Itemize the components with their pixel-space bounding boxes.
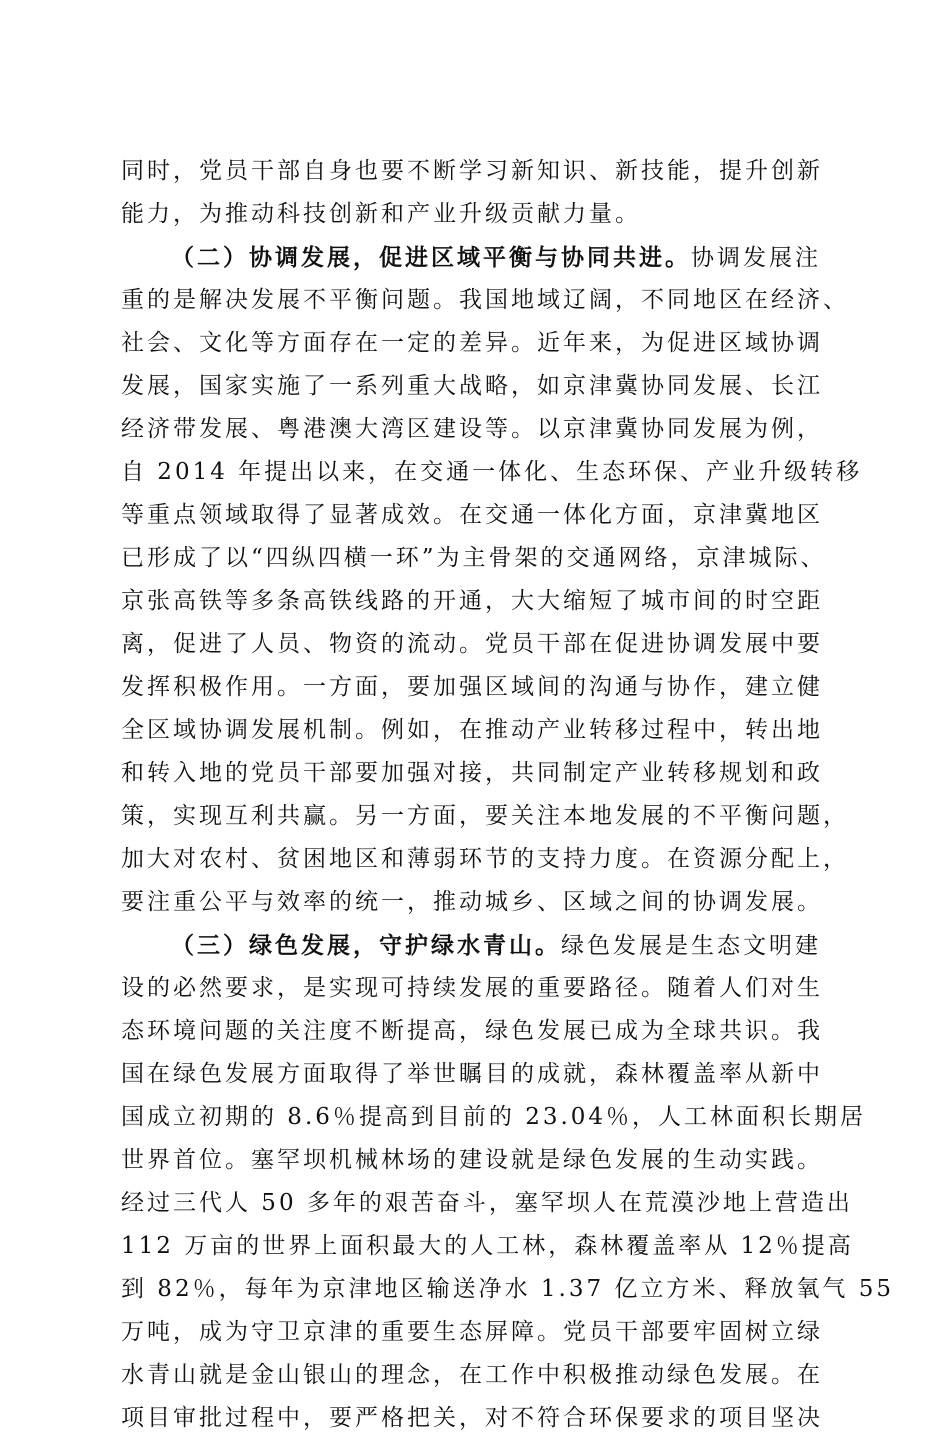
- section-heading-line: [121, 236, 829, 279]
- text-line: 112 万亩的世界上面积最大的人工林，森林覆盖率从 12％提高: [121, 1233, 854, 1259]
- text-run: 协调发展注: [691, 245, 821, 271]
- section-heading-line: [121, 924, 829, 967]
- text-line: 全区域协调发展机制。例如，在推动产业转移过程中，转出地: [121, 717, 823, 743]
- text-line: 同时，党员干部自身也要不断学习新知识、新技能，提升创新: [121, 158, 823, 184]
- text-line: 已形成了以“四纵四横一环”为主骨架的交通网络，京津城际、: [121, 545, 827, 571]
- text-line: 态环境问题的关注度不断提高，绿色发展已成为全球共识。我: [121, 1018, 823, 1044]
- text-line: 经济带发展、粤港澳大湾区建设等。以京津冀协同发展为例，: [121, 416, 823, 442]
- text-line: 水青山就是金山银山的理念，在工作中积极推动绿色发展。在: [121, 1362, 823, 1388]
- text-line: 经过三代人 50 多年的艰苦奋斗，塞罕坝人在荒漠沙地上营造出: [121, 1190, 853, 1216]
- text-line: 世界首位。塞罕坝机械林场的建设就是绿色发展的生动实践。: [121, 1147, 823, 1173]
- text-line: 策，实现互利共赢。另一方面，要关注本地发展的不平衡问题，: [121, 803, 849, 829]
- text-line: 离，促进了人员、物资的流动。党员干部在促进协调发展中要: [121, 631, 823, 657]
- document-body: [121, 150, 894, 1440]
- text-line: 发展，国家实施了一系列重大战略，如京津冀协同发展、长江: [121, 373, 823, 399]
- section-heading: （二）协调发展，促进区域平衡与协同共进。: [171, 244, 691, 271]
- text-line: 能力，为推动科技创新和产业升级贡献力量。: [121, 201, 641, 227]
- text-line: 设的必然要求，是实现可持续发展的重要路径。随着人们对生: [121, 975, 823, 1001]
- section-heading: （三）绿色发展，守护绿水青山。: [171, 932, 561, 959]
- text-line: 万吨，成为守卫京津的重要生态屏障。党员干部要牢固树立绿: [121, 1319, 823, 1345]
- text-line: 社会、文化等方面存在一定的差异。近年来，为促进区域协调: [121, 330, 823, 356]
- text-line: 重的是解决发展不平衡问题。我国地域辽阔，不同地区在经济、: [121, 287, 849, 313]
- text-line: 到 82％，每年为京津地区输送净水 1.37 亿立方米、释放氧气 55: [121, 1276, 894, 1302]
- text-run: 绿色发展是生态文明建: [561, 933, 821, 959]
- text-line: 要注重公平与效率的统一，推动城乡、区域之间的协调发展。: [121, 889, 823, 915]
- text-line: 项目审批过程中，要严格把关，对不符合环保要求的项目坚决: [121, 1405, 823, 1431]
- text-line: 和转入地的党员干部要加强对接，共同制定产业转移规划和政: [121, 760, 823, 786]
- text-line: 发挥积极作用。一方面，要加强区域间的沟通与协作，建立健: [121, 674, 823, 700]
- text-line: 自 2014 年提出以来，在交通一体化、生态环保、产业升级转移: [121, 459, 863, 485]
- text-line: 等重点领域取得了显著成效。在交通一体化方面，京津冀地区: [121, 502, 823, 528]
- text-line: 加大对农村、贫困地区和薄弱环节的支持力度。在资源分配上，: [121, 846, 849, 872]
- text-line: 京张高铁等多条高铁线路的开通，大大缩短了城市间的时空距: [121, 588, 823, 614]
- text-line: 国成立初期的 8.6％提高到目前的 23.04％，人工林面积长期居: [121, 1104, 867, 1130]
- text-line: 国在绿色发展方面取得了举世瞩目的成就，森林覆盖率从新中: [121, 1061, 823, 1087]
